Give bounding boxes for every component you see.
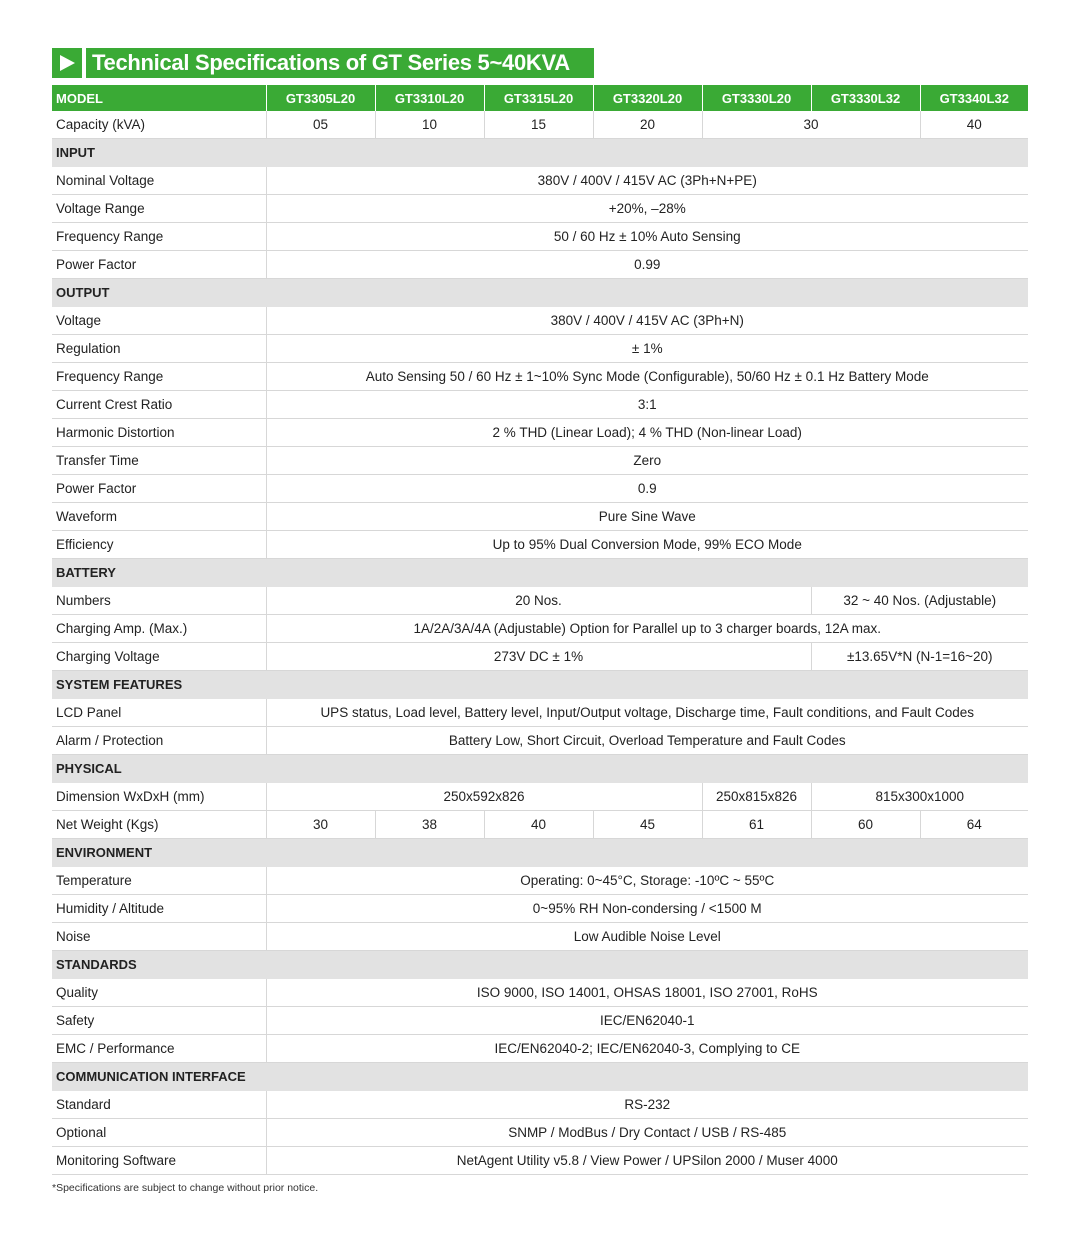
cell-value: NetAgent Utility v5.8 / View Power / UPSilon 2000 / Muser 4000 <box>266 1147 1028 1175</box>
cell-value: 60 <box>811 811 920 839</box>
cell-value: 30 <box>266 811 375 839</box>
row-label: Current Crest Ratio <box>52 391 266 419</box>
cell-value: 3:1 <box>266 391 1028 419</box>
row-label: Waveform <box>52 503 266 531</box>
cell-value: 273V DC ± 1% <box>266 643 811 671</box>
cell-value: Auto Sensing 50 / 60 Hz ± 1~10% Sync Mode (Configurable), 50/60 Hz ± 0.1 Hz Battery Mode <box>266 363 1028 391</box>
cell-value: 20 <box>593 111 702 139</box>
row-label: Alarm / Protection <box>52 727 266 755</box>
row-label: Humidity / Altitude <box>52 895 266 923</box>
cell-value: 50 / 60 Hz ± 10% Auto Sensing <box>266 223 1028 251</box>
cell-value: 45 <box>593 811 702 839</box>
table-row <box>52 223 1028 251</box>
table-row <box>52 727 1028 755</box>
cell-value: 250x815x826 <box>702 783 811 811</box>
table-row <box>52 643 1028 671</box>
table-row <box>52 363 1028 391</box>
section-header <box>52 755 1028 783</box>
section-header <box>52 139 1028 167</box>
cell-value: Operating: 0~45°C, Storage: -10ºC ~ 55ºC <box>266 867 1028 895</box>
row-label: Dimension WxDxH (mm) <box>52 783 266 811</box>
row-label: Power Factor <box>52 475 266 503</box>
page-title: Technical Specifications of GT Series 5~40KVA <box>86 48 594 78</box>
row-label: Nominal Voltage <box>52 167 266 195</box>
row-label: Frequency Range <box>52 363 266 391</box>
row-label: Standard <box>52 1091 266 1119</box>
cell-value: 380V / 400V / 415V AC (3Ph+N) <box>266 307 1028 335</box>
cell-value: +20%, –28% <box>266 195 1028 223</box>
table-row <box>52 167 1028 195</box>
section-title: BATTERY <box>52 559 1028 587</box>
section-header <box>52 839 1028 867</box>
cell-value: 0.9 <box>266 475 1028 503</box>
table-row <box>52 923 1028 951</box>
cell-value: Battery Low, Short Circuit, Overload Temperature and Fault Codes <box>266 727 1028 755</box>
model-name: GT3330L20 <box>702 85 811 111</box>
page-title-bar <box>52 48 594 78</box>
cell-value: Pure Sine Wave <box>266 503 1028 531</box>
section-header <box>52 671 1028 699</box>
cell-value: 250x592x826 <box>266 783 702 811</box>
section-title: ENVIRONMENT <box>52 839 1028 867</box>
table-row <box>52 335 1028 363</box>
model-name: GT3330L32 <box>811 85 920 111</box>
row-label: Quality <box>52 979 266 1007</box>
cell-value: SNMP / ModBus / Dry Contact / USB / RS-485 <box>266 1119 1028 1147</box>
row-label: EMC / Performance <box>52 1035 266 1063</box>
model-name: GT3340L32 <box>920 85 1028 111</box>
section-header <box>52 559 1028 587</box>
cell-value: 40 <box>920 111 1028 139</box>
section-header <box>52 1063 1028 1091</box>
cell-value: 05 <box>266 111 375 139</box>
table-row <box>52 1147 1028 1175</box>
cell-value: Zero <box>266 447 1028 475</box>
row-label: Voltage <box>52 307 266 335</box>
table-row <box>52 391 1028 419</box>
table-row <box>52 867 1028 895</box>
cell-value: 20 Nos. <box>266 587 811 615</box>
row-label: Monitoring Software <box>52 1147 266 1175</box>
section-title: INPUT <box>52 139 1028 167</box>
spec-table <box>52 85 1028 1175</box>
cell-value: 0~95% RH Non-condersing / <1500 M <box>266 895 1028 923</box>
row-label: Harmonic Distortion <box>52 419 266 447</box>
cell-value: IEC/EN62040-1 <box>266 1007 1028 1035</box>
cell-value: IEC/EN62040-2; IEC/EN62040-3, Complying to CE <box>266 1035 1028 1063</box>
table-row <box>52 979 1028 1007</box>
section-title: PHYSICAL <box>52 755 1028 783</box>
model-name: GT3315L20 <box>484 85 593 111</box>
row-label: Net Weight (Kgs) <box>52 811 266 839</box>
table-row <box>52 419 1028 447</box>
row-label: Voltage Range <box>52 195 266 223</box>
section-header <box>52 279 1028 307</box>
play-arrow-icon <box>52 48 82 78</box>
section-title: COMMUNICATION INTERFACE <box>52 1063 1028 1091</box>
row-label: Safety <box>52 1007 266 1035</box>
cell-value: Up to 95% Dual Conversion Mode, 99% ECO Mode <box>266 531 1028 559</box>
cell-value: 38 <box>375 811 484 839</box>
cell-value: 40 <box>484 811 593 839</box>
cell-value: Low Audible Noise Level <box>266 923 1028 951</box>
table-row <box>52 811 1028 839</box>
cell-value: 15 <box>484 111 593 139</box>
section-title: OUTPUT <box>52 279 1028 307</box>
table-row <box>52 783 1028 811</box>
model-name: GT3320L20 <box>593 85 702 111</box>
row-label: Noise <box>52 923 266 951</box>
row-label: Charging Voltage <box>52 643 266 671</box>
row-label: Temperature <box>52 867 266 895</box>
table-row <box>52 1119 1028 1147</box>
row-label: LCD Panel <box>52 699 266 727</box>
row-label: Frequency Range <box>52 223 266 251</box>
section-header <box>52 951 1028 979</box>
cell-value: ISO 9000, ISO 14001, OHSAS 18001, ISO 27001, RoHS <box>266 979 1028 1007</box>
cell-value: 0.99 <box>266 251 1028 279</box>
cell-value: 30 <box>702 111 920 139</box>
section-title: STANDARDS <box>52 951 1028 979</box>
cell-value: UPS status, Load level, Battery level, Input/Output voltage, Discharge time, Fault conditions, and Fault Codes <box>266 699 1028 727</box>
section-title: SYSTEM FEATURES <box>52 671 1028 699</box>
table-row <box>52 195 1028 223</box>
table-row <box>52 251 1028 279</box>
model-label: MODEL <box>52 85 266 111</box>
cell-value: 32 ~ 40 Nos. (Adjustable) <box>811 587 1028 615</box>
row-label: Power Factor <box>52 251 266 279</box>
table-row <box>52 475 1028 503</box>
table-row <box>52 111 1028 139</box>
cell-value: 61 <box>702 811 811 839</box>
table-row <box>52 447 1028 475</box>
table-row <box>52 699 1028 727</box>
table-row <box>52 615 1028 643</box>
table-row <box>52 531 1028 559</box>
row-label: Charging Amp. (Max.) <box>52 615 266 643</box>
row-label: Efficiency <box>52 531 266 559</box>
cell-value: ±13.65V*N (N-1=16~20) <box>811 643 1028 671</box>
model-name: GT3310L20 <box>375 85 484 111</box>
cell-value: ± 1% <box>266 335 1028 363</box>
row-label: Capacity (kVA) <box>52 111 266 139</box>
table-row <box>52 1091 1028 1119</box>
table-row <box>52 1035 1028 1063</box>
table-row <box>52 307 1028 335</box>
row-label: Optional <box>52 1119 266 1147</box>
model-name: GT3305L20 <box>266 85 375 111</box>
cell-value: 815x300x1000 <box>811 783 1028 811</box>
cell-value: RS-232 <box>266 1091 1028 1119</box>
cell-value: 2 % THD (Linear Load); 4 % THD (Non-linear Load) <box>266 419 1028 447</box>
table-row <box>52 587 1028 615</box>
table-row <box>52 503 1028 531</box>
row-label: Transfer Time <box>52 447 266 475</box>
table-row <box>52 1007 1028 1035</box>
model-row <box>52 85 1028 111</box>
cell-value: 1A/2A/3A/4A (Adjustable) Option for Parallel up to 3 charger boards, 12A max. <box>266 615 1028 643</box>
row-label: Numbers <box>52 587 266 615</box>
cell-value: 380V / 400V / 415V AC (3Ph+N+PE) <box>266 167 1028 195</box>
table-row <box>52 895 1028 923</box>
cell-value: 10 <box>375 111 484 139</box>
row-label: Regulation <box>52 335 266 363</box>
footnote: *Specifications are subject to change without prior notice. <box>52 1182 319 1194</box>
cell-value: 64 <box>920 811 1028 839</box>
